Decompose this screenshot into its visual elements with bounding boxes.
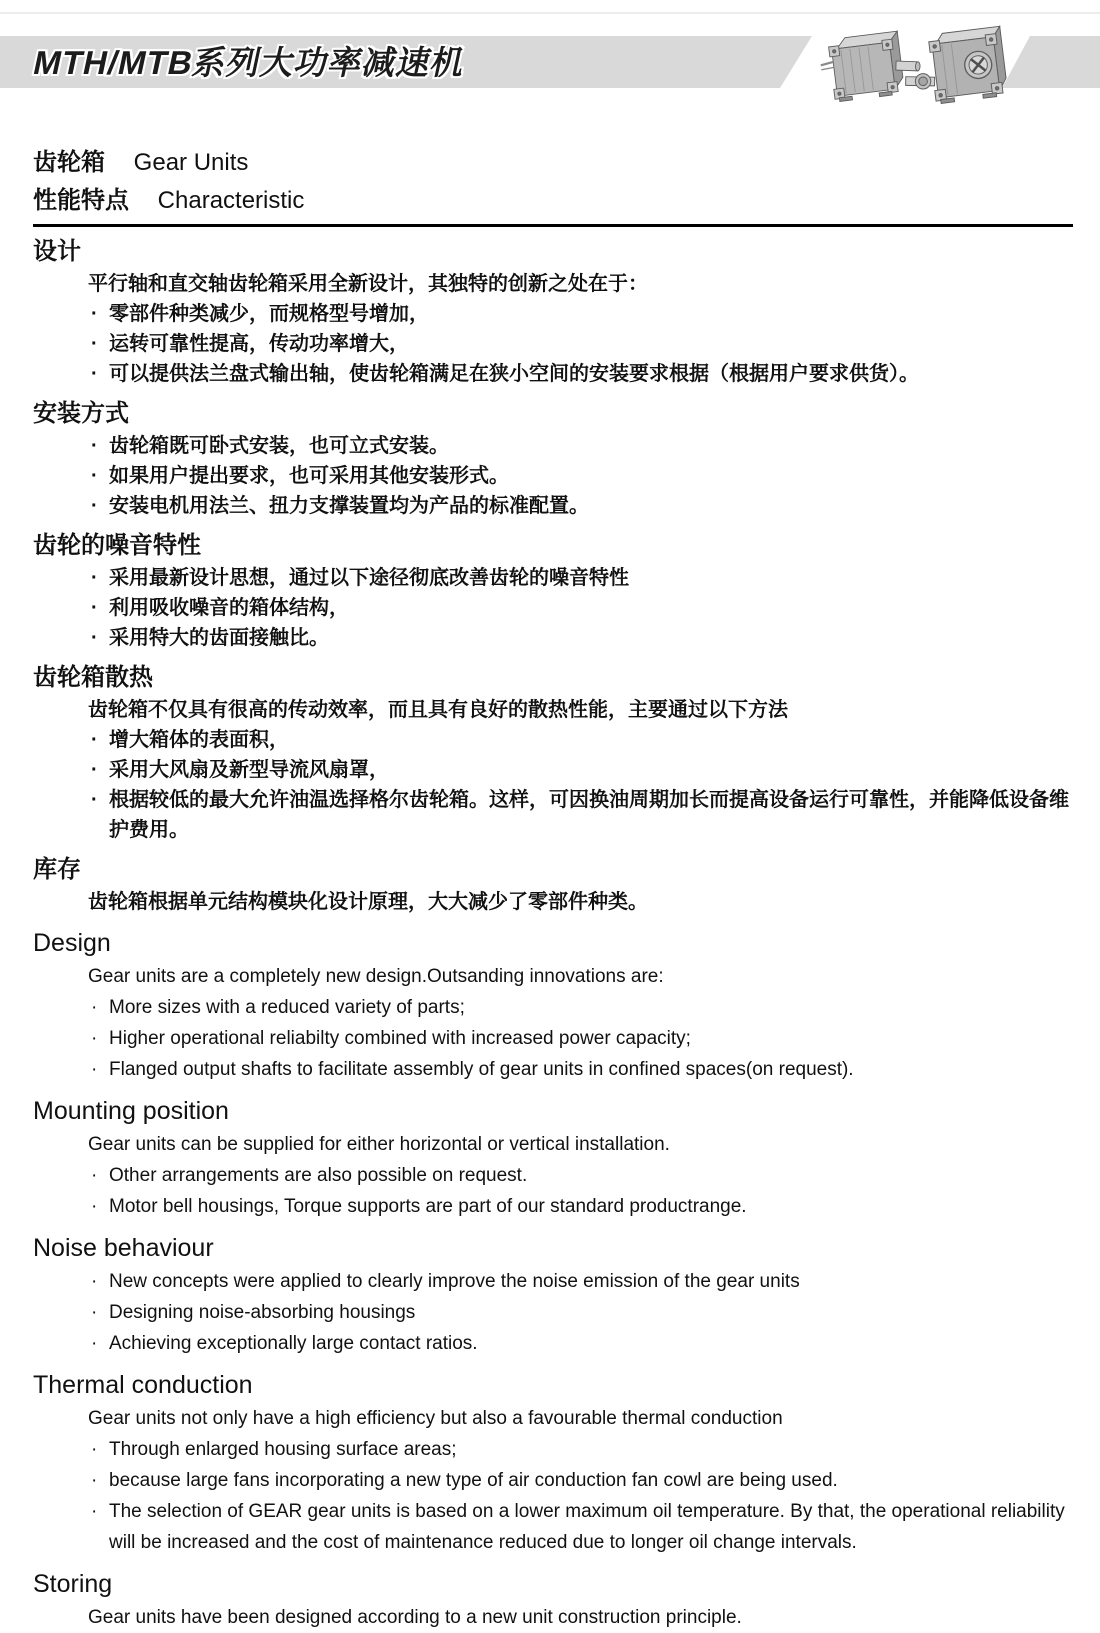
- bullet-item: [91, 359, 1073, 389]
- bullet-item: [91, 1465, 1073, 1496]
- bullet-dot: ·: [91, 1059, 98, 1080]
- section-heading: 库存: [33, 856, 81, 883]
- bullet-item: [91, 1160, 1073, 1191]
- section-heading: Thermal conduction: [33, 1371, 253, 1399]
- bullet-text: The selection of GEAR gear units is based on a lower maximum oil temperature. By that, the operational reliability will be increased and the cost of maintenance reduced due to longer oil change intervals.: [109, 1501, 1065, 1553]
- bullet-dot: ·: [91, 303, 98, 325]
- gearbox-drawing-left: [816, 18, 916, 118]
- bullet-item: [91, 491, 1073, 521]
- bullet-dot: ·: [91, 627, 98, 649]
- section-divider: [33, 224, 1073, 227]
- bullet-item: [91, 461, 1073, 491]
- bullet-dot: ·: [91, 1302, 98, 1323]
- doc-title-en: Gear Units: [133, 149, 249, 176]
- bullet-text: Flanged output shafts to facilitate assembly of gear units in confined spaces(on request).: [109, 1059, 854, 1080]
- bullet-item: [91, 1191, 1073, 1222]
- section-mounting-en: [33, 1095, 1073, 1222]
- bullet-item: [91, 1496, 1073, 1558]
- bullet-item: [91, 1054, 1073, 1085]
- bullet-text: Other arrangements are also possible on request.: [109, 1165, 528, 1186]
- bullet-text: Achieving exceptionally large contact ratios.: [109, 1333, 478, 1354]
- bullet-text: Motor bell housings, Torque supports are part of our standard productrange.: [109, 1196, 747, 1217]
- section-intro: Gear units have been designed according to a new unit construction principle.: [88, 1607, 742, 1628]
- bullet-dot: ·: [91, 729, 98, 751]
- bullet-item: [91, 299, 1073, 329]
- section-heading: Storing: [33, 1570, 113, 1598]
- section-design-zh: [33, 237, 1073, 389]
- section-heading: Design: [33, 929, 111, 957]
- bullet-item: [91, 329, 1073, 359]
- document-body: [33, 148, 1073, 1633]
- section-intro: Gear units not only have a high efficiency but also a favourable thermal conduction: [88, 1408, 783, 1429]
- bullet-text: 运转可靠性提高，传动功率增大，: [109, 333, 409, 355]
- bullet-dot: ·: [91, 1196, 98, 1217]
- bullet-text: Through enlarged housing surface areas;: [109, 1439, 457, 1460]
- bullet-text: Higher operational reliabilty combined with increased power capacity;: [109, 1028, 691, 1049]
- doc-subtitle-en: Characteristic: [157, 187, 305, 214]
- bullet-dot: ·: [91, 789, 98, 811]
- bullet-dot: ·: [91, 1165, 98, 1186]
- bullet-item: [91, 1434, 1073, 1465]
- bullet-text: 增大箱体的表面积，: [109, 729, 289, 751]
- gearbox-image-right: [908, 14, 1014, 120]
- bullet-dot: ·: [91, 997, 98, 1018]
- bullet-text: Designing noise-absorbing housings: [109, 1302, 416, 1323]
- bullet-dot: ·: [91, 1271, 98, 1292]
- bullet-dot: ·: [91, 567, 98, 589]
- bullet-dot: ·: [91, 465, 98, 487]
- bullet-text: 采用特大的齿面接触比。: [109, 627, 329, 649]
- bullet-item: [91, 593, 1073, 623]
- banner-title: [30, 41, 470, 85]
- bullet-dot: ·: [91, 1028, 98, 1049]
- bullet-text: because large fans incorporating a new type of air conduction fan cowl are being used.: [109, 1470, 838, 1491]
- doc-subtitle-zh: 性能特点: [33, 187, 129, 214]
- bullet-item: [91, 785, 1073, 845]
- bullet-text: 零部件种类减少，而规格型号增加，: [109, 303, 429, 325]
- gearbox-image-left: [816, 18, 916, 118]
- section-intro: 齿轮箱不仅具有很高的传动效率，而且具有良好的散热性能，主要通过以下方法: [88, 699, 788, 721]
- bullet-text: 可以提供法兰盘式输出轴，使齿轮箱满足在狭小空间的安装要求根据（根据用户要求供货）。: [109, 363, 919, 385]
- doc-title-zh: 齿轮箱: [33, 149, 105, 176]
- bullet-text: 采用最新设计思想，通过以下途径彻底改善齿轮的噪音特性: [109, 567, 629, 589]
- bullet-dot: ·: [91, 363, 98, 385]
- section-storing-en: [33, 1568, 1073, 1633]
- bullet-text: 利用吸收噪音的箱体结构，: [109, 597, 349, 619]
- bullet-dot: ·: [91, 495, 98, 517]
- bullet-text: More sizes with a reduced variety of parts;: [109, 997, 465, 1018]
- bullet-item: [91, 623, 1073, 653]
- section-heading: 齿轮的噪音特性: [33, 532, 201, 559]
- section-noise-zh: [33, 531, 1073, 653]
- section-heading: Noise behaviour: [33, 1234, 214, 1262]
- bullet-text: 安装电机用法兰、扭力支撑装置均为产品的标准配置。: [109, 495, 589, 517]
- section-heading: 安装方式: [33, 400, 129, 427]
- section-design-en: [33, 927, 1073, 1085]
- doc-subtitle-characteristic: [33, 186, 1073, 216]
- bullet-dot: ·: [91, 1439, 98, 1460]
- bullet-item: [91, 563, 1073, 593]
- bullet-item: [91, 1328, 1073, 1359]
- section-intro: Gear units can be supplied for either horizontal or vertical installation.: [88, 1134, 670, 1155]
- bullet-dot: ·: [91, 1333, 98, 1354]
- section-heading: 齿轮箱散热: [33, 664, 153, 691]
- gearbox-drawing-right: [908, 14, 1014, 120]
- bullet-dot: ·: [91, 333, 98, 355]
- bullet-item: [91, 1297, 1073, 1328]
- bullet-text: New concepts were applied to clearly improve the noise emission of the gear units: [109, 1271, 800, 1292]
- section-noise-en: [33, 1232, 1073, 1359]
- bullet-dot: ·: [91, 1501, 98, 1522]
- bullet-item: [91, 1023, 1073, 1054]
- bullet-dot: ·: [91, 1470, 98, 1491]
- bullet-item: [91, 431, 1073, 461]
- bullet-text: 采用大风扇及新型导流风扇罩，: [109, 759, 389, 781]
- section-intro: 平行轴和直交轴齿轮箱采用全新设计，其独特的创新之处在于：: [88, 273, 648, 295]
- section-mounting-zh: [33, 399, 1073, 521]
- bullet-dot: ·: [91, 597, 98, 619]
- header-band-right: [1002, 36, 1100, 88]
- bullet-dot: ·: [91, 435, 98, 457]
- section-intro: Gear units are a completely new design.Outsanding innovations are:: [88, 966, 664, 987]
- bullet-item: [91, 755, 1073, 785]
- doc-title-gear-units: [33, 148, 1073, 178]
- section-storing-zh: [33, 855, 1073, 917]
- bullet-item: [91, 1266, 1073, 1297]
- section-thermal-zh: [33, 663, 1073, 845]
- bullet-item: [91, 725, 1073, 755]
- section-heading: 设计: [33, 238, 81, 265]
- banner-title-text: MTH/MTB系列大功率减速机: [30, 44, 470, 81]
- section-intro: 齿轮箱根据单元结构模块化设计原理，大大减少了零部件种类。: [88, 891, 648, 913]
- bullet-dot: ·: [91, 759, 98, 781]
- section-thermal-en: [33, 1369, 1073, 1558]
- bullet-text: 如果用户提出要求，也可采用其他安装形式。: [109, 465, 509, 487]
- bullet-text: 根据较低的最大允许油温选择格尔齿轮箱。这样，可因换油周期加长而提高设备运行可靠性，并能降低设备维护费用。: [109, 789, 1069, 841]
- bullet-text: 齿轮箱既可卧式安装，也可立式安装。: [109, 435, 449, 457]
- bullet-item: [91, 992, 1073, 1023]
- section-heading: Mounting position: [33, 1097, 229, 1125]
